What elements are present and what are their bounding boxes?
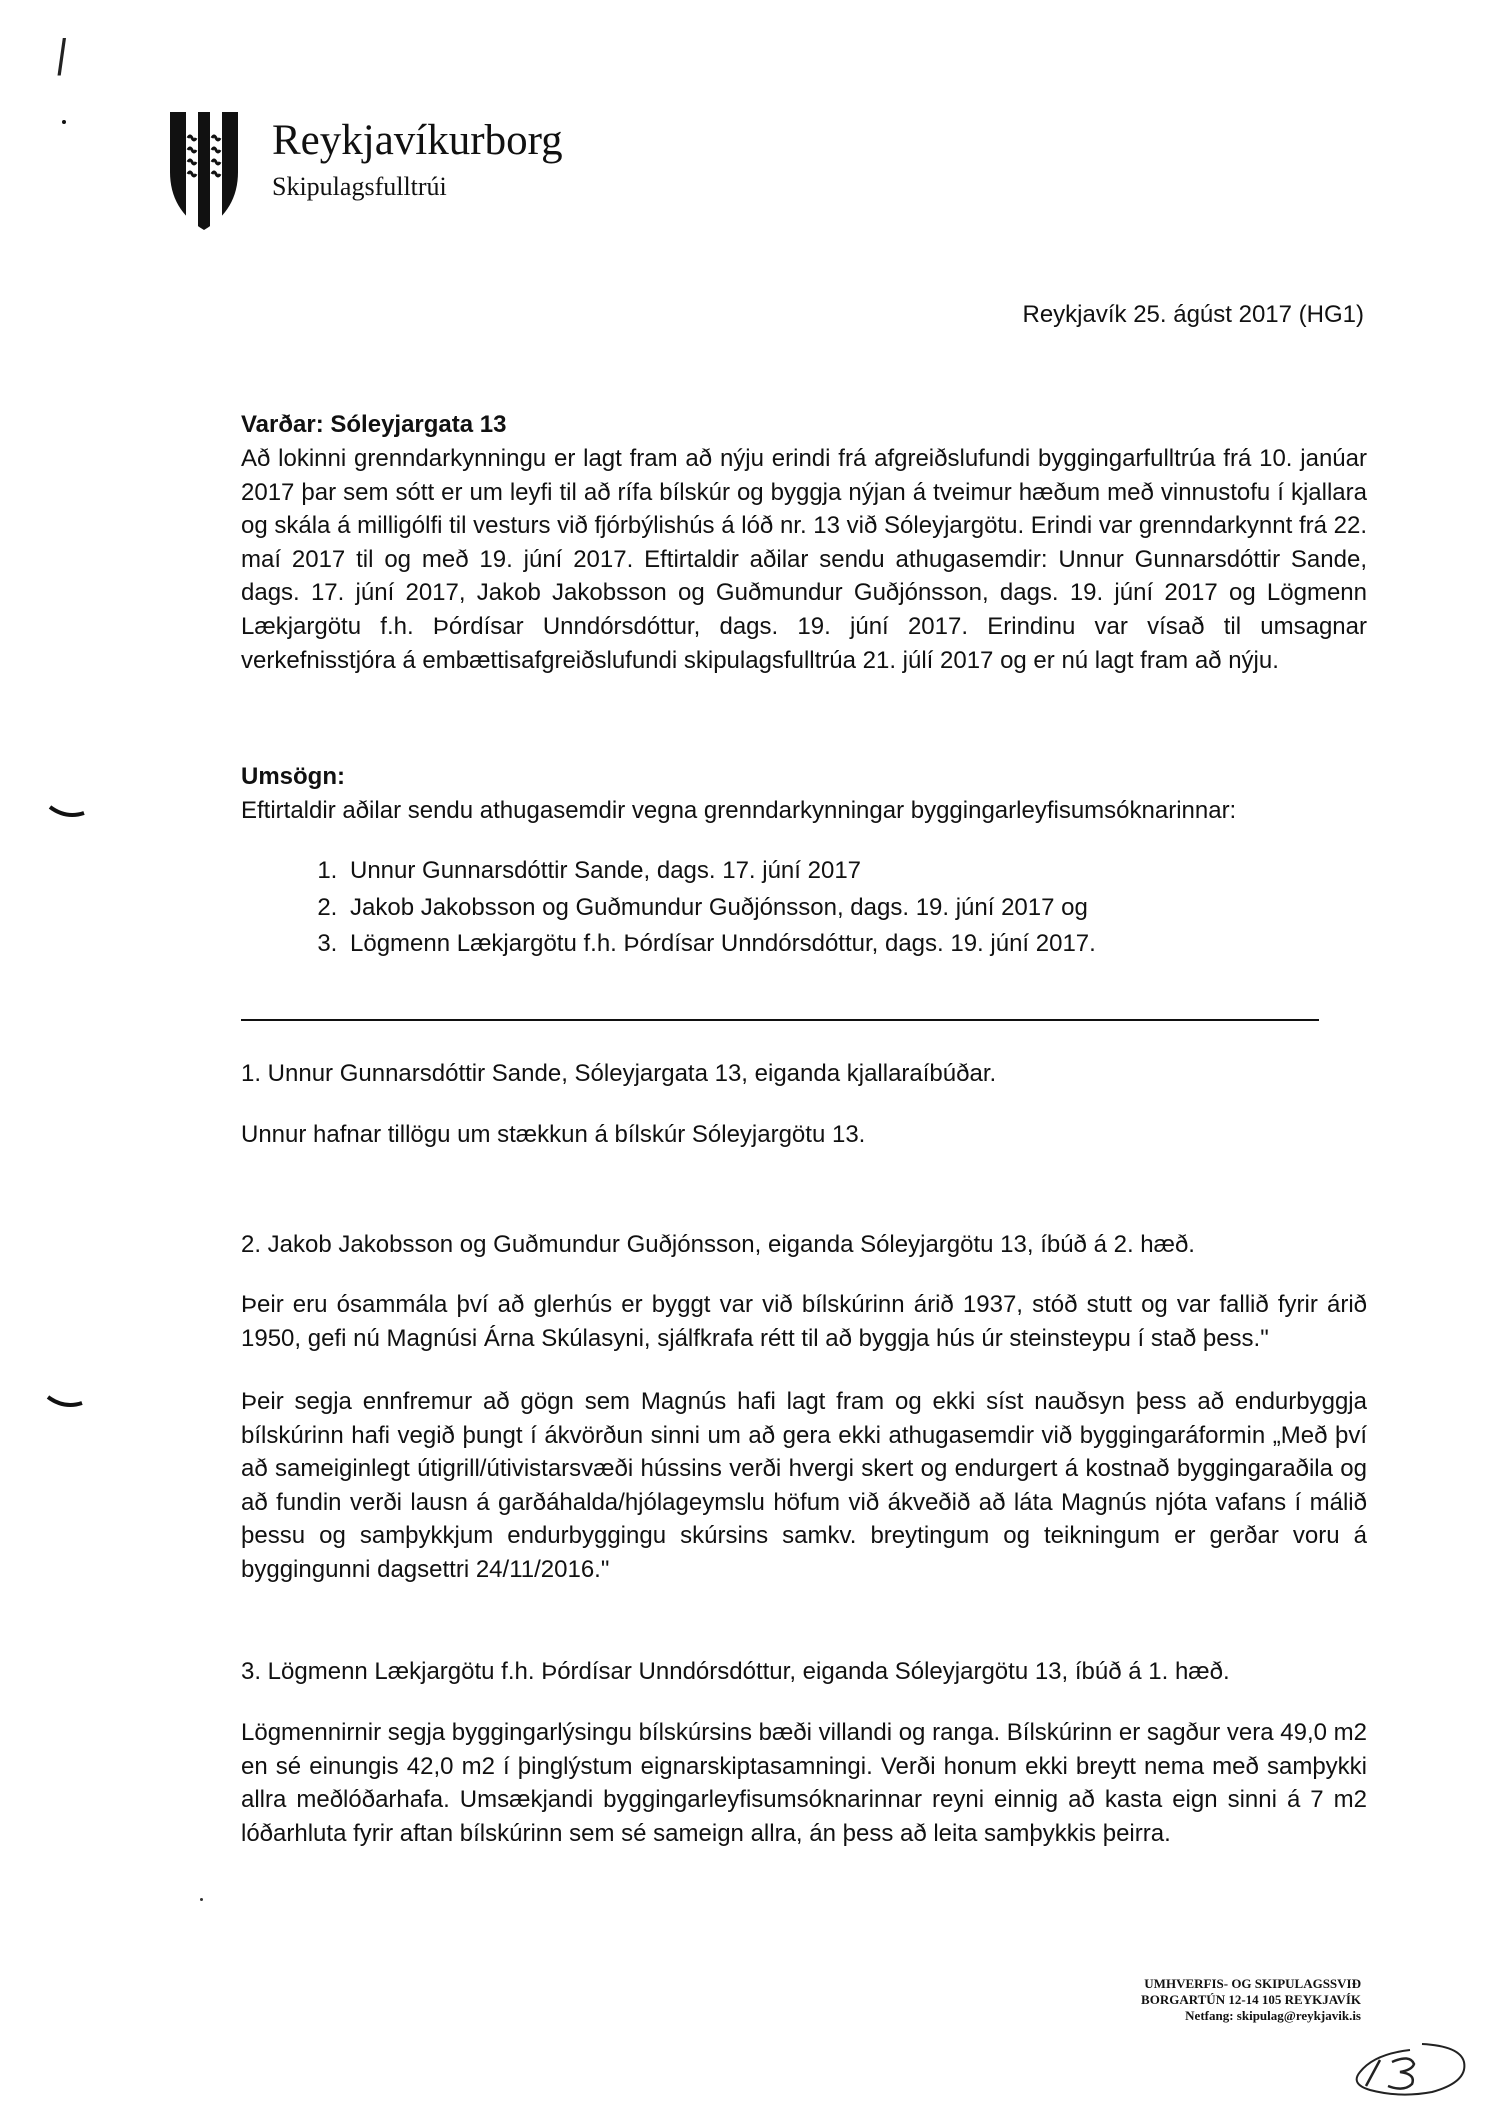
section-2-paragraph: Þeir eru ósammála því að glerhús er byggt var við bílskúrinn árið 1937, stóð stutt og var fallið fyrir árið 1950, gefi nú Magnúsi Árna Skúlasyni, sjálfkrafa rétt til að byggja hús úr steinsteypu í stað þess." <box>241 1291 1367 1352</box>
subject-heading: Varðar: Sóleyjargata 13 <box>241 411 507 438</box>
margin-tick-mark: | <box>53 32 71 76</box>
footer-email: Netfang: skipulag@reykjavik.is <box>1185 2008 1361 2023</box>
handwritten-page-number <box>1340 2040 1472 2100</box>
organization-name: Reykjavíkurborg <box>272 117 563 164</box>
section-3-heading: 3. Lögmenn Lækjargötu f.h. Þórdísar Unndórsdóttur, eiganda Sóleyjargötu 13, íbúð á 1. hæð. <box>241 1658 1230 1685</box>
margin-dot <box>62 120 66 124</box>
scan-dot <box>200 1898 203 1901</box>
footer-address: BORGARTÚN 12-14 105 REYKJAVÍK <box>1141 1992 1361 2007</box>
reykjavik-crest-logo <box>166 110 242 232</box>
margin-hook-mark <box>48 803 88 823</box>
divider-line <box>241 1019 1319 1021</box>
margin-hook-mark <box>46 1393 86 1413</box>
list-item: 1. Unnur Gunnarsdóttir Sande, dags. 17. júní 2017 <box>344 854 1294 888</box>
section-3-paragraph: Lögmennirnir segja byggingarlýsingu bílskúrsins bæði villandi og ranga. Bílskúrinn er sagður vera 49,0 m2 en sé einungis 42,0 m2 í þinglýstum eignarskiptasamningi. Verði honum ekki breytt nema með samþykki allra meðlóðarhafa. Umsækjandi byggingarleyfisumsóknarinnar reyni einnig að kasta eign sinni á 7 m2 lóðarhluta fyrir aftan bílskúrinn sem sé sameign allra, án þess að leita samþykkis þeirra. <box>241 1719 1367 1847</box>
objector-list <box>324 854 1294 964</box>
section-1-paragraph: Unnur hafnar tillögu um stækkun á bílskúr Sóleyjargötu 13. <box>241 1121 866 1148</box>
list-item: 3. Lögmenn Lækjargötu f.h. Þórdísar Unndórsdóttur, dags. 19. júní 2017. <box>344 927 1294 961</box>
umsogn-intro: Eftirtaldir aðilar sendu athugasemdir vegna grenndarkynningar byggingarleyfisumsóknarinnar: <box>241 797 1237 824</box>
section-2-paragraph: Þeir segja ennfremur að gögn sem Magnús hafi lagt fram og ekki síst nauðsyn þess að endurbyggja bílskúrinn hafi vegið þungt í ákvörðun sinni um að gera ekki athugasemdir við byggingaráformin „Með því að sameiginlegt útigrill/útivistarsvæði hússins verði hvergi skert og endurgert á kostnað byggingaraðila og að fundin verði lausn á garðáhalda/hjólageymslu höfum við ákveðið að láta Magnús njóta vafans í málið þessu og samþykkjum endurbyggingu skúrsins samkv. breytingum og teikningum er gerðar voru á byggingunni dagsettri 24/11/2016." <box>241 1388 1367 1583</box>
list-item: 2. Jakob Jakobsson og Guðmundur Guðjónsson, dags. 19. júní 2017 og <box>344 891 1294 925</box>
footer-address-block <box>1141 1976 1361 2024</box>
section-2-heading: 2. Jakob Jakobsson og Guðmundur Guðjónsson, eiganda Sóleyjargötu 13, íbúð á 2. hæð. <box>241 1231 1195 1258</box>
section-1-heading: 1. Unnur Gunnarsdóttir Sande, Sóleyjargata 13, eiganda kjallaraíbúðar. <box>241 1060 997 1087</box>
date-line: Reykjavík 25. ágúst 2017 (HG1) <box>1022 301 1364 328</box>
umsogn-heading: Umsögn: <box>241 763 345 790</box>
department-name: Skipulagsfulltrúi <box>272 172 447 201</box>
subject-body: Að lokinni grenndarkynningu er lagt fram að nýju erindi frá afgreiðslufundi byggingarfulltrúa frá 10. janúar 2017 þar sem sótt er um leyfi til að rífa bílskúr og byggja nýjan á tveimur hæðum með vinnustofu í kjallara og skála á milligólfi til vesturs við fjórbýlishús á lóð nr. 13 við Sóleyjargötu. Erindi var grenndarkynnt frá 22. maí 2017 til og með 19. júní 2017. Eftirtaldir aðilar sendu athugasemdir: Unnur Gunnarsdóttir Sande, dags. 17. júní 2017, Jakob Jakobsson og Guðmundur Guðjónsson, dags. 19. júní 2017 og Lögmenn Lækjargötu f.h. Þórdísar Unndórsdóttur, dags. 19. júní 2017. Erindinu var vísað til umsagnar verkefnisstjóra á embættisafgreiðslufundi skipulagsfulltrúa 21. júlí 2017 og er nú lagt fram að nýju. <box>241 445 1367 674</box>
footer-division: UMHVERFIS- OG SKIPULAGSSVIÐ <box>1144 1976 1361 1991</box>
